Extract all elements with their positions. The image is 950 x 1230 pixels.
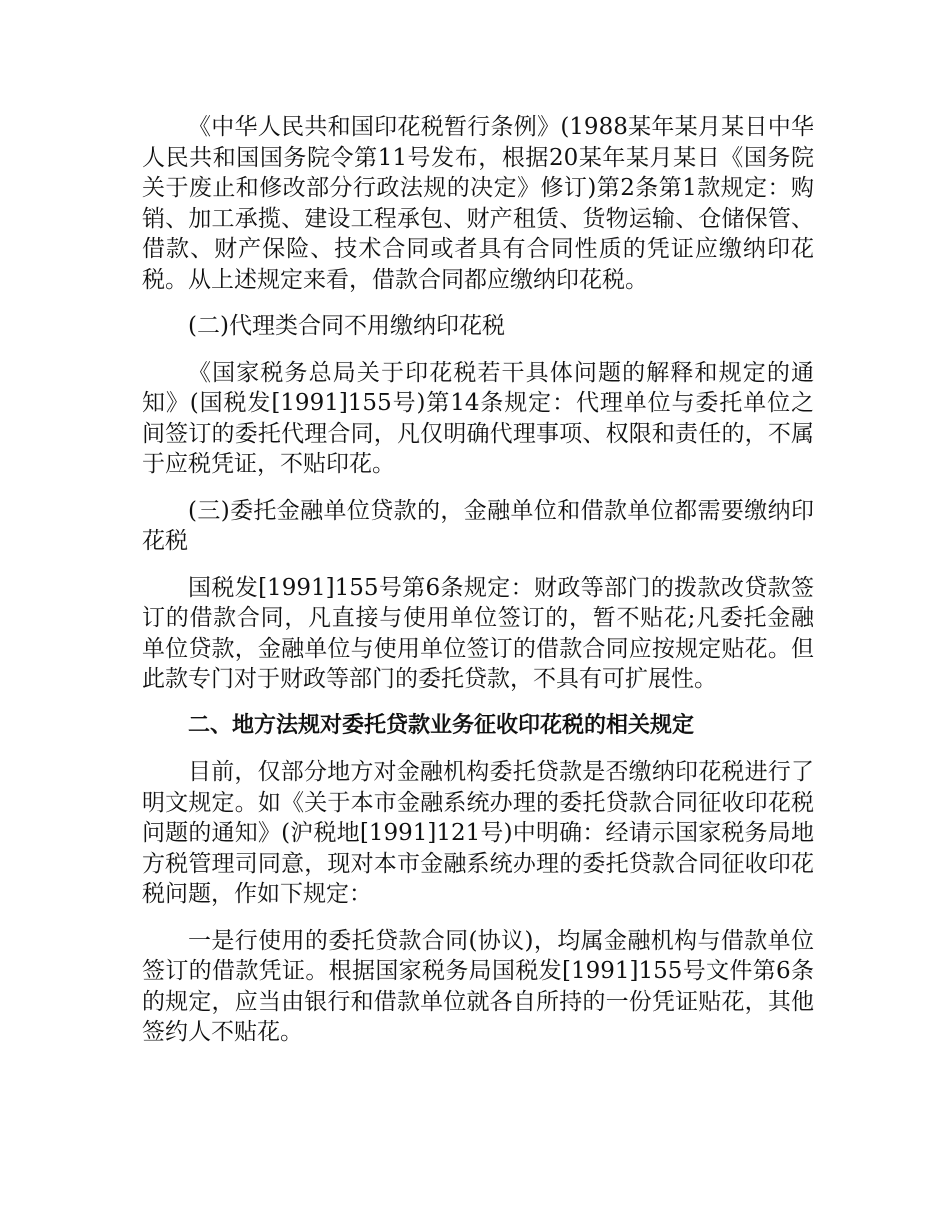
paragraph-notice-article-14: 《国家税务总局关于印花税若干具体问题的解释和规定的通知》(国税发[1991]155号)第14条规定：代理单位与委托单位之间签订的委托代理合同，凡仅明确代理事项、权限和责任的，不属于应税凭证，不贴印花。	[142, 359, 814, 477]
paragraph-regulation-article-2: 《中华人民共和国印花税暂行条例》(1988某年某月某日中华人民共和国国务院令第11号发布，根据20某年某月某日《国务院关于废止和修改部分行政法规的决定》修订)第2条第1款规定：购销、加工承揽、建设工程承包、财产租赁、货物运输、仓储保管、借款、财产保险、技术合同或者具有合同性质的凭证应缴纳印花税。从上述规定来看，借款合同都应缴纳印花税。	[142, 114, 814, 293]
subheading-entrusted-loans: (三)委托金融单位贷款的，金融单位和借款单位都需要缴纳印花税	[142, 497, 814, 554]
subheading-agency-contracts: (二)代理类合同不用缴纳印花税	[188, 313, 505, 339]
paragraph-shanghai-notice: 目前，仅部分地方对金融机构委托贷款是否缴纳印花税进行了明文规定。如《关于本市金融系统办理的委托贷款合同征收印花税问题的通知》(沪税地[1991]121号)中明确：经请示国家税务局地方税管理司同意，现对本市金融系统办理的委托贷款合同征收印花税问题，作如下规定：	[142, 759, 814, 907]
paragraph-article-6: 国税发[1991]155号第6条规定：财政等部门的拨款改贷款签订的借款合同，凡直接与使用单位签订的，暂不贴花;凡委托金融单位贷款，金融单位与使用单位签订的借款合同应按规定贴花。但此款专门对于财政等部门的委托贷款，不具有可扩展性。	[142, 574, 814, 692]
document-page	[142, 112, 814, 1064]
section-heading-local-regulations: 二、地方法规对委托贷款业务征收印花税的相关规定	[188, 712, 695, 738]
paragraph-rule-one: 一是行使用的委托贷款合同(协议)，均属金融机构与借款单位签订的借款凭证。根据国家税务局国税发[1991]155号文件第6条的规定，应当由银行和借款单位就各自所持的一份凭证贴花，其他签约人不贴花。	[142, 927, 814, 1045]
